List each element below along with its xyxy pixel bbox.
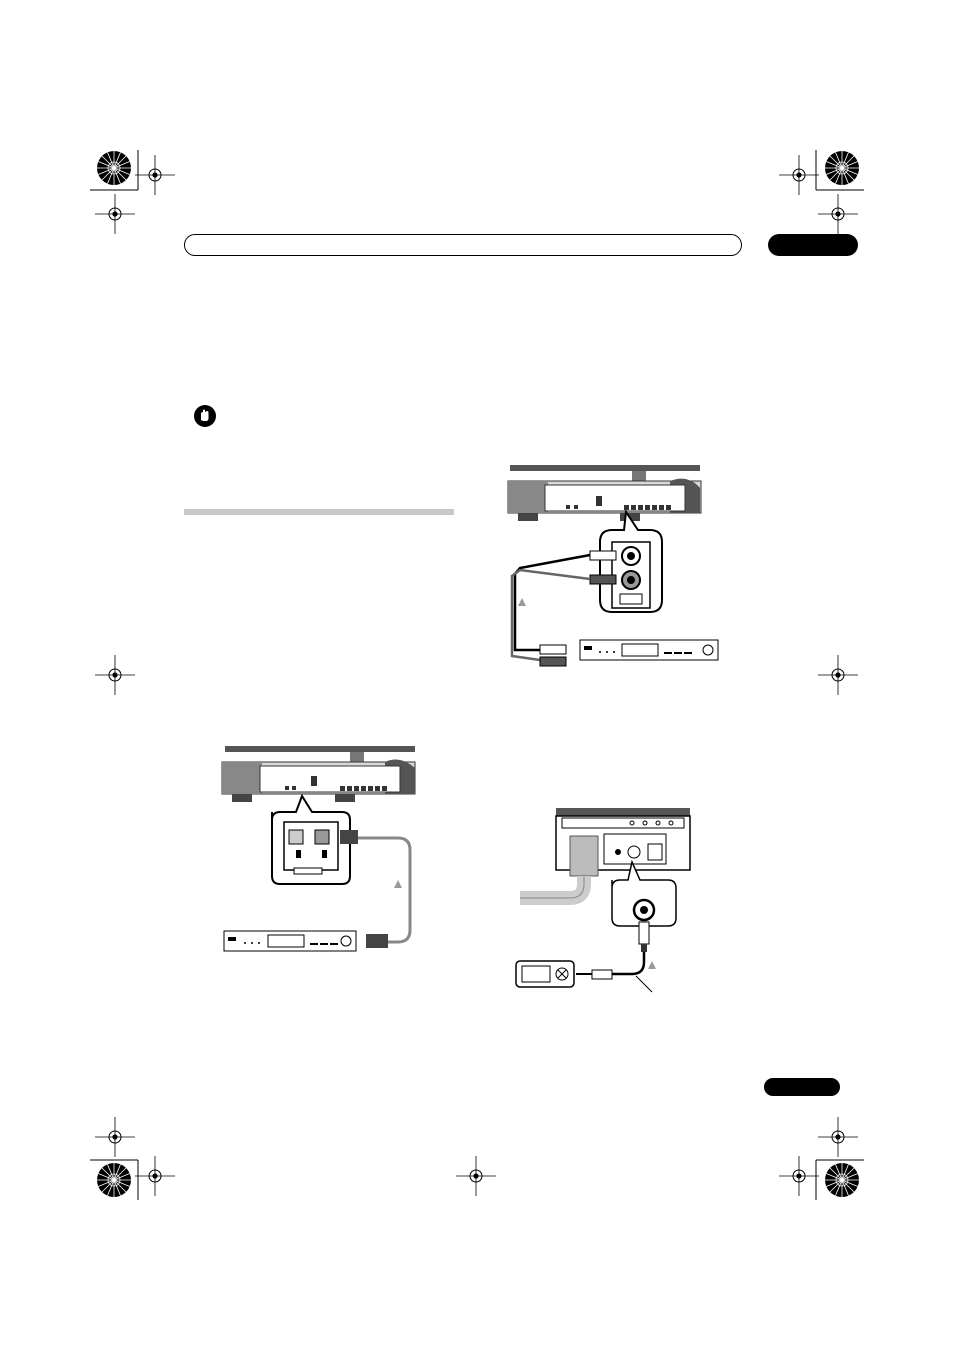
- warning-triangle-icon: [648, 961, 656, 969]
- portable-player: [516, 961, 574, 987]
- mini-plug-cable: [576, 922, 652, 992]
